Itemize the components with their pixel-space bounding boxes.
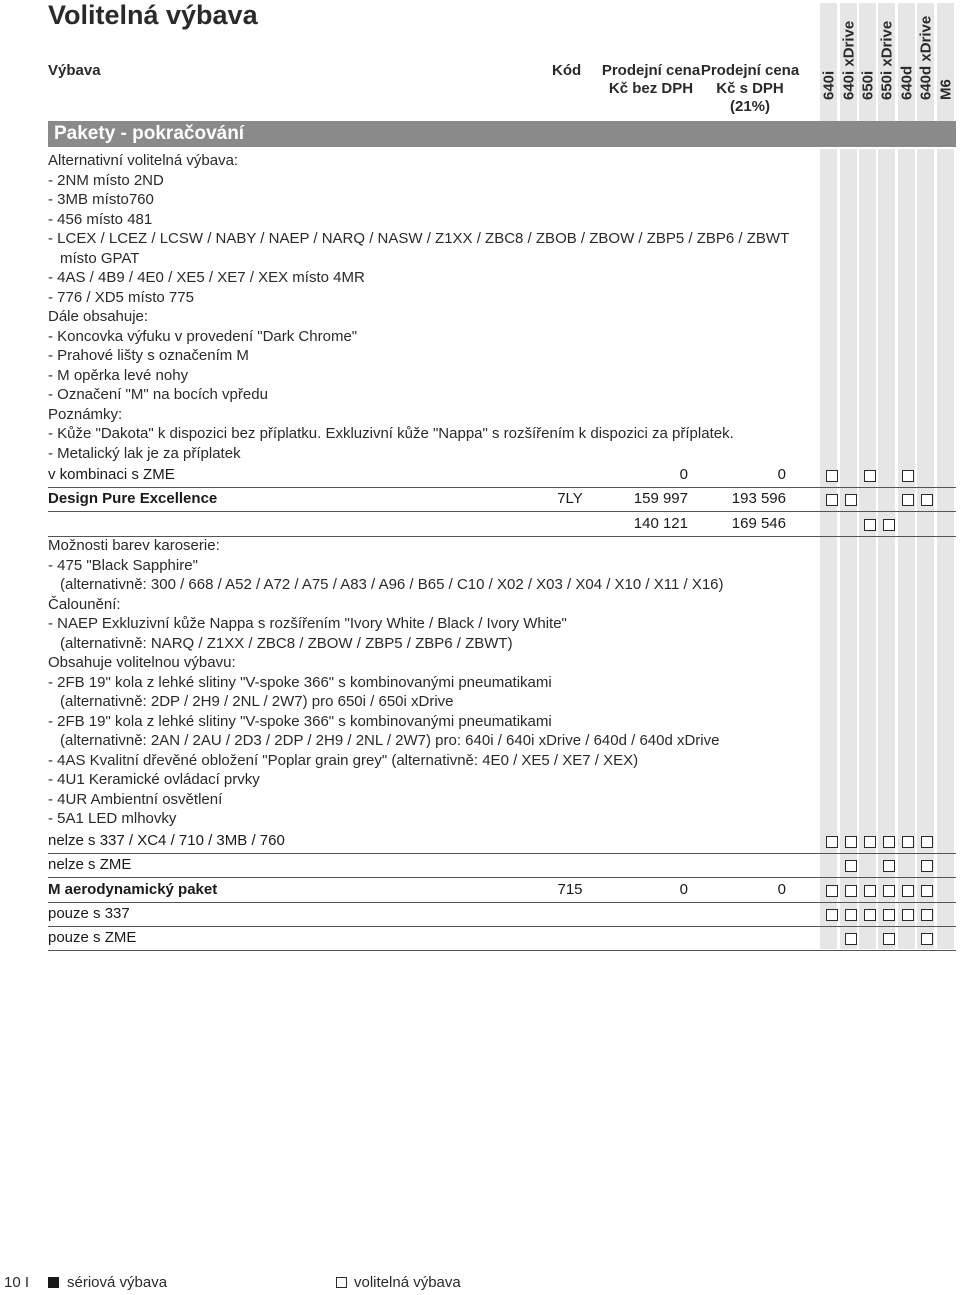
table-row (48, 512, 956, 537)
optional-checkbox-icon (864, 519, 876, 531)
text-line: místo GPAT (60, 249, 140, 267)
optional-checkbox-icon (883, 885, 895, 897)
standard-equipment-icon (48, 1277, 59, 1288)
text-line: - 4U1 Keramické ovládací prvky (48, 771, 260, 788)
optional-checkbox-icon (883, 933, 895, 945)
model-header (936, 3, 955, 119)
optional-checkbox-icon (826, 885, 838, 897)
table-row (48, 926, 956, 951)
text-line: - Metalický lak je za příplatek (48, 444, 241, 462)
row-price-without-vat: 140 121 (633, 514, 688, 532)
optional-equipment-icon (336, 1277, 347, 1288)
text-line: Poznámky: (48, 405, 123, 423)
table-row (48, 878, 956, 903)
optional-checkbox-icon (845, 860, 857, 872)
model-header-label: 640i (820, 70, 837, 100)
optional-checkbox-icon (902, 836, 914, 848)
model-header-label: M6 (937, 79, 954, 100)
model-header (839, 3, 858, 119)
text-line: Čalounění: (48, 595, 121, 613)
optional-checkbox-icon (921, 933, 933, 945)
text-line: - Prahové lišty s označením M (48, 347, 249, 364)
optional-checkbox-icon (845, 885, 857, 897)
header-price-line: (21%) (729, 98, 770, 115)
text-line: - 4UR Ambientní osvětlení (48, 790, 223, 808)
optional-checkbox-icon (902, 909, 914, 921)
text-line: - 776 / XD5 místo 775 (48, 288, 194, 306)
model-header (819, 3, 838, 119)
design-description-block (48, 536, 724, 829)
row-label: v kombinaci s ZME (48, 466, 175, 483)
row-label: nelze s ZME (48, 856, 132, 874)
row-price-without-vat: 159 997 (633, 490, 688, 508)
model-header-label: 650i xDrive (878, 20, 895, 100)
optional-checkbox-icon (883, 860, 895, 872)
row-code: 715 (557, 880, 583, 898)
text-line: (alternativně: 2AN / 2AU / 2D3 / 2DP / 2H9 / 2NL / 2W7) pro: 640i / 640i xDrive / 640d / 640d xDrive (60, 732, 720, 749)
text-line: - M opěrka levé nohy (48, 366, 189, 384)
row-label: pouze s 337 (48, 904, 130, 922)
model-header-label: 640i xDrive (840, 20, 857, 100)
text-line: - Kůže "Dakota" k dispozici bez příplatku. Exkluzivní kůže "Nappa" s rozšířením k dispozici za příplatek. (48, 425, 734, 442)
optional-checkbox-icon (921, 836, 933, 848)
optional-checkbox-icon (864, 836, 876, 848)
optional-checkbox-icon (845, 909, 857, 921)
model-header-label: 640d xDrive (917, 15, 934, 100)
text-line: Dále obsahuje: (48, 308, 149, 325)
header-kod: Kód (552, 62, 582, 79)
optional-checkbox-icon (883, 909, 895, 921)
row-code: 7LY (557, 490, 583, 508)
text-line: Možnosti barev karoserie: (48, 537, 220, 554)
text-line: (alternativně: NARQ / Z1XX / ZBC8 / ZBOW / ZBP5 / ZBP6 / ZBWT) (60, 634, 513, 652)
row-label: Design Pure Excellence (48, 490, 218, 508)
text-line: Alternativní volitelná výbava: (48, 152, 239, 169)
model-header (916, 3, 935, 119)
optional-checkbox-icon (921, 909, 933, 921)
text-line: - 5A1 LED mlhovky (48, 810, 177, 827)
table-row (48, 902, 956, 927)
header-price-line: Kč s DPH (716, 80, 784, 97)
row-price-with-vat: 193 596 (731, 490, 786, 508)
row-price-without-vat: 0 (679, 880, 688, 898)
optional-checkbox-icon (864, 470, 876, 482)
page-title: Volitelná výbava (48, 0, 258, 30)
optional-checkbox-icon (883, 519, 895, 531)
model-header-label: 650i (859, 70, 876, 100)
text-line: - LCEX / LCEZ / LCSW / NABY / NAEP / NARQ / NASW / Z1XX / ZBC8 / ZBOB / ZBOW / ZBP5 / ZBP6 / ZBWT (48, 230, 790, 247)
header-price-line: Kč bez DPH (608, 80, 694, 97)
legend-optional: volitelná výbava (354, 1274, 461, 1291)
optional-checkbox-icon (845, 494, 857, 506)
optional-checkbox-icon (845, 933, 857, 945)
optional-checkbox-icon (921, 860, 933, 872)
table-row (48, 853, 956, 878)
optional-checkbox-icon (826, 470, 838, 482)
text-line: Obsahuje volitelnou výbavu: (48, 654, 236, 671)
section-separator (48, 147, 956, 149)
text-line: - 2FB 19" kola z lehké slitiny "V-spoke 366" s kombinovanými pneumatikami (48, 673, 552, 691)
model-header (897, 3, 916, 119)
header-price-line: Prodejní cena (601, 62, 701, 79)
table-row (48, 829, 956, 854)
row-price-with-vat: 169 546 (731, 514, 786, 532)
text-line: - Označení "M" na bocích vpředu (48, 386, 268, 403)
section-bar (48, 121, 956, 147)
notes-block (48, 151, 789, 463)
optional-checkbox-icon (883, 836, 895, 848)
model-header-label: 640d (898, 65, 915, 100)
text-line: - 4AS / 4B9 / 4E0 / XE5 / XE7 / XEX místo 4MR (48, 269, 365, 286)
section-title: Pakety - pokračování (54, 123, 245, 144)
text-line: (alternativně: 2DP / 2H9 / 2NL / 2W7) pro 650i / 650i xDrive (60, 693, 454, 710)
text-line: - 3MB místo760 (48, 191, 154, 208)
text-line: - 2NM místo 2ND (48, 171, 164, 189)
optional-checkbox-icon (826, 909, 838, 921)
row-price-with-vat: 0 (777, 880, 786, 898)
row-price-with-vat: 0 (777, 466, 786, 483)
model-header (858, 3, 877, 119)
legend-standard: sériová výbava (67, 1274, 168, 1291)
text-line: - 4AS Kvalitní dřevěné obložení "Poplar grain grey" (alternativně: 4E0 / XE5 / XE7 / XEX) (48, 751, 639, 769)
header-price-line: Prodejní cena (700, 62, 800, 79)
optional-checkbox-icon (902, 470, 914, 482)
text-line: - NAEP Exkluzivní kůže Nappa s rozšířením "Ivory White / Black / Ivory White" (48, 615, 567, 632)
text-line: - 2FB 19" kola z lehké slitiny "V-spoke 366" s kombinovanými pneumatikami (48, 712, 552, 730)
optional-checkbox-icon (826, 494, 838, 506)
row-label: M aerodynamický paket (48, 880, 218, 898)
page-number: 10 I (4, 1274, 30, 1291)
header-vybava: Výbava (48, 62, 101, 79)
text-line: (alternativně: 300 / 668 / A52 / A72 / A75 / A83 / A96 / B65 / C10 / X02 / X03 / X04 / X10 / X11 / X16) (60, 576, 724, 593)
optional-checkbox-icon (864, 909, 876, 921)
model-header (877, 3, 896, 119)
optional-checkbox-icon (921, 885, 933, 897)
optional-checkbox-icon (845, 836, 857, 848)
header-price-with-vat (700, 62, 800, 116)
table-row (48, 463, 956, 488)
header-price-without-vat (592, 62, 710, 98)
text-line: - 456 místo 481 (48, 210, 153, 228)
text-line: - 475 "Black Sapphire" (48, 556, 198, 574)
optional-checkbox-icon (902, 885, 914, 897)
optional-checkbox-icon (921, 494, 933, 506)
optional-checkbox-icon (902, 494, 914, 506)
row-label: pouze s ZME (48, 929, 137, 947)
table-row (48, 487, 956, 512)
row-price-without-vat: 0 (679, 466, 688, 483)
text-line: - Koncovka výfuku v provedení "Dark Chrome" (48, 327, 358, 345)
optional-checkbox-icon (864, 885, 876, 897)
row-label: nelze s 337 / XC4 / 710 / 3MB / 760 (48, 832, 285, 849)
optional-checkbox-icon (826, 836, 838, 848)
